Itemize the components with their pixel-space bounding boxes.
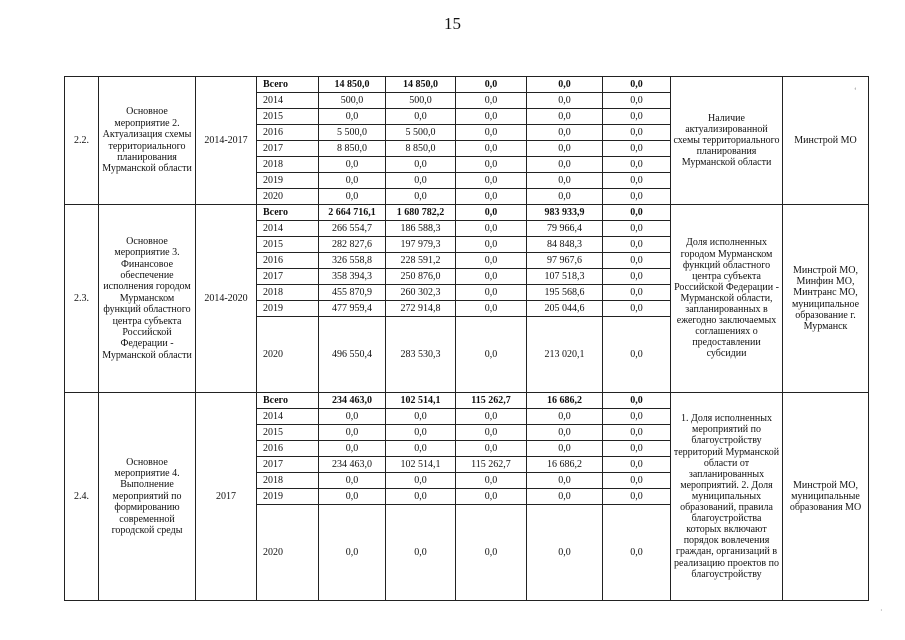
amount-municipal-budget: 0,0 (527, 441, 603, 457)
amount-other-sources: 0,0 (603, 473, 671, 489)
amount-municipal-budget: 0,0 (527, 109, 603, 125)
amount-federal-budget: 0,0 (456, 157, 527, 173)
amount-municipal-budget: 0,0 (527, 93, 603, 109)
year-cell: 2014 (257, 221, 319, 237)
amount-regional-budget: 14 850,0 (386, 77, 456, 93)
amount-federal-budget: 0,0 (456, 285, 527, 301)
amount-other-sources: 0,0 (603, 505, 671, 601)
activity-period: 2017 (196, 393, 257, 601)
year-cell: 2015 (257, 425, 319, 441)
amount-regional-budget: 197 979,3 (386, 237, 456, 253)
amount-total: 234 463,0 (319, 393, 386, 409)
amount-regional-budget: 102 514,1 (386, 393, 456, 409)
amount-total: 5 500,0 (319, 125, 386, 141)
amount-other-sources: 0,0 (603, 489, 671, 505)
amount-regional-budget: 1 680 782,2 (386, 205, 456, 221)
year-cell: 2015 (257, 237, 319, 253)
amount-federal-budget: 0,0 (456, 173, 527, 189)
amount-federal-budget: 0,0 (456, 425, 527, 441)
year-cell: 2020 (257, 317, 319, 393)
amount-municipal-budget: 107 518,3 (527, 269, 603, 285)
amount-total: 0,0 (319, 157, 386, 173)
result-indicator: Доля исполненных городом Мурманском функций областного центра субъекта Российской Федерации - Мурманской области, запланированных в ежегодно заключаемых соглашениях о предоставлении субсидии (671, 205, 783, 393)
amount-municipal-budget: 84 848,3 (527, 237, 603, 253)
year-cell: Всего (257, 205, 319, 221)
amount-total: 266 554,7 (319, 221, 386, 237)
activity-period: 2014-2020 (196, 205, 257, 393)
table-row (65, 393, 869, 409)
amount-other-sources: 0,0 (603, 285, 671, 301)
amount-total: 0,0 (319, 189, 386, 205)
amount-total: 2 664 716,1 (319, 205, 386, 221)
amount-other-sources: 0,0 (603, 425, 671, 441)
amount-municipal-budget: 0,0 (527, 505, 603, 601)
amount-total: 496 550,4 (319, 317, 386, 393)
amount-total: 0,0 (319, 441, 386, 457)
year-cell: 2016 (257, 253, 319, 269)
amount-federal-budget: 0,0 (456, 221, 527, 237)
amount-municipal-budget: 0,0 (527, 189, 603, 205)
amount-municipal-budget: 97 967,6 (527, 253, 603, 269)
amount-federal-budget: 0,0 (456, 77, 527, 93)
amount-federal-budget: 115 262,7 (456, 393, 527, 409)
amount-federal-budget: 0,0 (456, 489, 527, 505)
amount-other-sources: 0,0 (603, 409, 671, 425)
amount-regional-budget: 0,0 (386, 473, 456, 489)
amount-regional-budget: 0,0 (386, 173, 456, 189)
amount-other-sources: 0,0 (603, 109, 671, 125)
amount-other-sources: 0,0 (603, 125, 671, 141)
amount-federal-budget: 115 262,7 (456, 457, 527, 473)
amount-federal-budget: 0,0 (456, 301, 527, 317)
amount-total: 14 850,0 (319, 77, 386, 93)
year-cell: 2018 (257, 285, 319, 301)
amount-municipal-budget: 0,0 (527, 157, 603, 173)
activity-number: 2.3. (65, 205, 99, 393)
amount-total: 282 827,6 (319, 237, 386, 253)
amount-regional-budget: 0,0 (386, 109, 456, 125)
amount-other-sources: 0,0 (603, 457, 671, 473)
amount-federal-budget: 0,0 (456, 141, 527, 157)
year-cell: 2017 (257, 457, 319, 473)
amount-federal-budget: 0,0 (456, 317, 527, 393)
amount-regional-budget: 102 514,1 (386, 457, 456, 473)
year-cell: 2019 (257, 489, 319, 505)
amount-other-sources: 0,0 (603, 441, 671, 457)
amount-federal-budget: 0,0 (456, 237, 527, 253)
result-indicator: Наличие актуализированной схемы территориального планирования Мурманской области (671, 77, 783, 205)
amount-federal-budget: 0,0 (456, 125, 527, 141)
amount-regional-budget: 283 530,3 (386, 317, 456, 393)
year-cell: 2015 (257, 109, 319, 125)
amount-total: 0,0 (319, 109, 386, 125)
year-cell: 2014 (257, 93, 319, 109)
amount-other-sources: 0,0 (603, 221, 671, 237)
amount-other-sources: 0,0 (603, 269, 671, 285)
amount-total: 0,0 (319, 473, 386, 489)
amount-other-sources: 0,0 (603, 173, 671, 189)
amount-federal-budget: 0,0 (456, 253, 527, 269)
year-cell: Всего (257, 77, 319, 93)
year-cell: 2018 (257, 473, 319, 489)
amount-total: 8 850,0 (319, 141, 386, 157)
activity-description: Основное мероприятие 3. Финансовое обеспечение исполнения городом Мурманском функций областного центра субъекта Российской Федерации - Мурманской области (99, 205, 196, 393)
year-cell: 2020 (257, 189, 319, 205)
amount-other-sources: 0,0 (603, 189, 671, 205)
amount-other-sources: 0,0 (603, 253, 671, 269)
result-indicator: 1. Доля исполненных мероприятий по благоустройству территорий Мурманской области от запланированных мероприятий. 2. Доля муниципальных образований, правила благоустройства которых включают порядок вовлечения граждан, организаций в реализацию проектов по благоустройству (671, 393, 783, 601)
amount-regional-budget: 8 850,0 (386, 141, 456, 157)
activity-executor: Минстрой МО, муниципальные образования МО (783, 393, 869, 601)
amount-regional-budget: 0,0 (386, 489, 456, 505)
year-cell: 2017 (257, 269, 319, 285)
year-cell: 2016 (257, 441, 319, 457)
amount-regional-budget: 0,0 (386, 409, 456, 425)
activity-period: 2014-2017 (196, 77, 257, 205)
amount-total: 455 870,9 (319, 285, 386, 301)
year-cell: 2014 (257, 409, 319, 425)
year-cell: Всего (257, 393, 319, 409)
amount-municipal-budget: 0,0 (527, 473, 603, 489)
amount-other-sources: 0,0 (603, 237, 671, 253)
amount-municipal-budget: 0,0 (527, 409, 603, 425)
amount-municipal-budget: 0,0 (527, 489, 603, 505)
activity-number: 2.4. (65, 393, 99, 601)
year-cell: 2020 (257, 505, 319, 601)
amount-other-sources: 0,0 (603, 141, 671, 157)
year-cell: 2019 (257, 301, 319, 317)
amount-municipal-budget: 983 933,9 (527, 205, 603, 221)
amount-municipal-budget: 205 044,6 (527, 301, 603, 317)
amount-total: 234 463,0 (319, 457, 386, 473)
amount-other-sources: 0,0 (603, 317, 671, 393)
amount-regional-budget: 0,0 (386, 189, 456, 205)
amount-municipal-budget: 16 686,2 (527, 457, 603, 473)
amount-regional-budget: 0,0 (386, 425, 456, 441)
amount-regional-budget: 186 588,3 (386, 221, 456, 237)
amount-regional-budget: 5 500,0 (386, 125, 456, 141)
amount-federal-budget: 0,0 (456, 269, 527, 285)
amount-municipal-budget: 0,0 (527, 77, 603, 93)
activity-executor: Минстрой МО, Минфин МО, Минтранс МО, муниципальное образование г. Мурманск (783, 205, 869, 393)
amount-total: 0,0 (319, 409, 386, 425)
amount-other-sources: 0,0 (603, 205, 671, 221)
amount-federal-budget: 0,0 (456, 473, 527, 489)
year-cell: 2017 (257, 141, 319, 157)
amount-municipal-budget: 0,0 (527, 141, 603, 157)
amount-municipal-budget: 195 568,6 (527, 285, 603, 301)
amount-federal-budget: 0,0 (456, 409, 527, 425)
amount-municipal-budget: 79 966,4 (527, 221, 603, 237)
amount-other-sources: 0,0 (603, 77, 671, 93)
table-row (65, 77, 869, 93)
amount-total: 0,0 (319, 425, 386, 441)
amount-regional-budget: 0,0 (386, 505, 456, 601)
amount-municipal-budget: 213 020,1 (527, 317, 603, 393)
amount-regional-budget: 500,0 (386, 93, 456, 109)
amount-total: 500,0 (319, 93, 386, 109)
amount-municipal-budget: 16 686,2 (527, 393, 603, 409)
amount-other-sources: 0,0 (603, 301, 671, 317)
amount-total: 0,0 (319, 505, 386, 601)
table-row (65, 205, 869, 221)
amount-other-sources: 0,0 (603, 93, 671, 109)
amount-regional-budget: 228 591,2 (386, 253, 456, 269)
scan-mark: · (880, 606, 883, 615)
amount-total: 326 558,8 (319, 253, 386, 269)
amount-total: 0,0 (319, 489, 386, 505)
activity-number: 2.2. (65, 77, 99, 205)
amount-other-sources: 0,0 (603, 393, 671, 409)
amount-total: 358 394,3 (319, 269, 386, 285)
amount-regional-budget: 0,0 (386, 157, 456, 173)
amount-regional-budget: 250 876,0 (386, 269, 456, 285)
amount-municipal-budget: 0,0 (527, 173, 603, 189)
page-number: 15 (444, 14, 461, 33)
amount-federal-budget: 0,0 (456, 441, 527, 457)
amount-regional-budget: 0,0 (386, 441, 456, 457)
amount-other-sources: 0,0 (603, 157, 671, 173)
amount-federal-budget: 0,0 (456, 109, 527, 125)
program-activities-table (64, 76, 869, 601)
amount-total: 0,0 (319, 173, 386, 189)
year-cell: 2016 (257, 125, 319, 141)
activity-executor: Минстрой МО (783, 77, 869, 205)
amount-regional-budget: 272 914,8 (386, 301, 456, 317)
activity-description: Основное мероприятие 4. Выполнение мероприятий по формированию современной городской среды (99, 393, 196, 601)
year-cell: 2018 (257, 157, 319, 173)
amount-total: 477 959,4 (319, 301, 386, 317)
amount-federal-budget: 0,0 (456, 189, 527, 205)
amount-federal-budget: 0,0 (456, 505, 527, 601)
amount-federal-budget: 0,0 (456, 93, 527, 109)
amount-federal-budget: 0,0 (456, 205, 527, 221)
activity-description: Основное мероприятие 2. Актуализация схемы территориального планирования Мурманской области (99, 77, 196, 205)
year-cell: 2019 (257, 173, 319, 189)
amount-municipal-budget: 0,0 (527, 125, 603, 141)
scan-mark: ‘ (854, 86, 857, 95)
amount-municipal-budget: 0,0 (527, 425, 603, 441)
amount-regional-budget: 260 302,3 (386, 285, 456, 301)
